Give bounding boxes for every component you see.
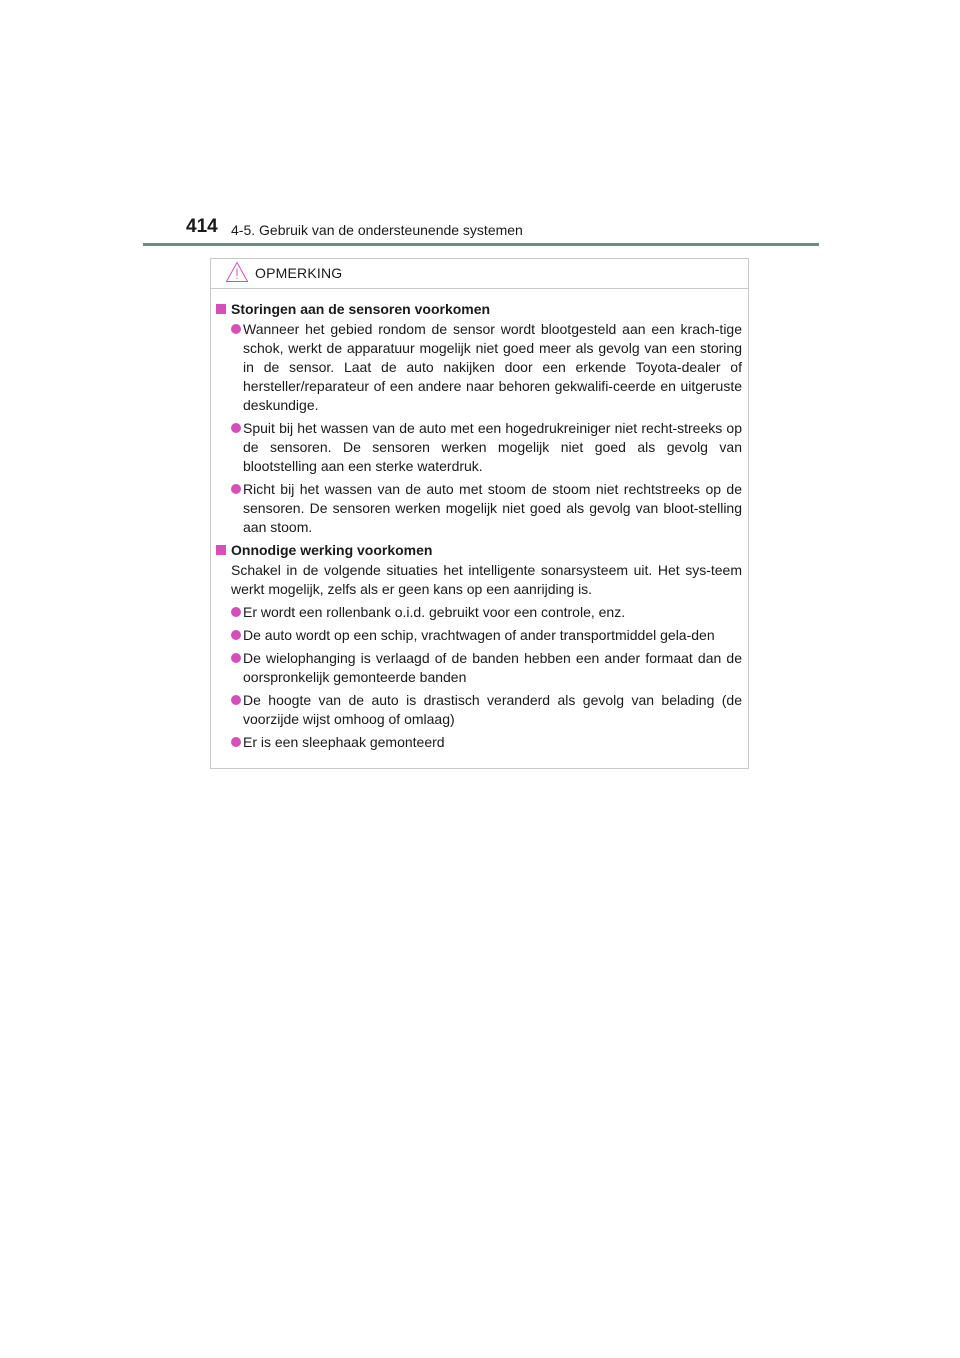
bullet-dot-icon xyxy=(231,607,241,617)
list-item-text: De hoogte van de auto is drastisch veranderd als gevolg van belading (de voorzijde wijst omhoog of omlaag) xyxy=(243,692,742,727)
list-item-text: De wielophanging is verlaagd of de banden hebben een ander formaat dan de oorspronkelijk gemonteerde banden xyxy=(243,650,742,685)
section-heading-text: Onnodige werking voorkomen xyxy=(231,542,433,558)
bullet-dot-icon xyxy=(231,324,241,334)
list-item xyxy=(216,320,742,415)
list-item-text: Er is een sleephaak gemonteerd xyxy=(243,734,445,750)
section-heading xyxy=(216,541,742,560)
list-item xyxy=(216,603,742,622)
bullet-dot-icon xyxy=(231,737,241,747)
list-item-text: Wanneer het gebied rondom de sensor wordt blootgesteld aan een krach-tige schok, werkt de apparatuur mogelijk niet goed meer als gevolg van een storing in de sensor. Laat de auto nakijken door een erkende Toyota-dealer of hersteller/reparateur of een andere naar behoren gekwalifi-ceerde en uitgeruste deskundige. xyxy=(243,321,742,413)
square-bullet-icon xyxy=(216,545,226,555)
section-heading-text: Storingen aan de sensoren voorkomen xyxy=(231,301,491,317)
list-item xyxy=(216,733,742,752)
list-item-text: Er wordt een rollenbank o.i.d. gebruikt voor een controle, enz. xyxy=(243,604,626,620)
list-item xyxy=(216,626,742,645)
bullet-dot-icon xyxy=(231,653,241,663)
bullet-dot-icon xyxy=(231,630,241,640)
list-item-text: Spuit bij het wassen van de auto met een hogedrukreiniger niet recht-streeks op de sensoren. De sensoren werken mogelijk niet goed als gevolg van blootstelling aan een sterke waterdruk. xyxy=(243,420,742,474)
list-item xyxy=(216,649,742,687)
square-bullet-icon xyxy=(216,304,226,314)
list-item-text: De auto wordt op een schip, vrachtwagen of ander transportmiddel gela-den xyxy=(243,627,715,643)
bullet-dot-icon xyxy=(231,423,241,433)
list-item xyxy=(216,480,742,537)
list-item xyxy=(216,691,742,729)
bullet-dot-icon xyxy=(231,484,241,494)
list-item xyxy=(216,419,742,476)
list-item-text: Richt bij het wassen van de auto met stoom de stoom niet rechtstreeks op de sensoren. De sensoren werken mogelijk niet goed als gevolg van bloot-stelling aan stoom. xyxy=(243,481,742,535)
page-number: 414 xyxy=(186,216,218,237)
note-title: OPMERKING xyxy=(255,265,343,281)
note-body xyxy=(211,289,748,752)
section-title: 4-5. Gebruik van de ondersteunende systemen xyxy=(231,222,523,238)
bullet-dot-icon xyxy=(231,695,241,705)
section-intro: Schakel in de volgende situaties het intelligente sonarsysteem uit. Het sys-teem werkt mogelijk, zelfs als er geen kans op een aanrijding is. xyxy=(231,562,742,597)
note-header xyxy=(211,259,748,289)
note-box xyxy=(210,258,749,769)
section-heading xyxy=(216,300,742,319)
warning-triangle-icon xyxy=(225,261,249,283)
header-rule xyxy=(143,243,819,246)
